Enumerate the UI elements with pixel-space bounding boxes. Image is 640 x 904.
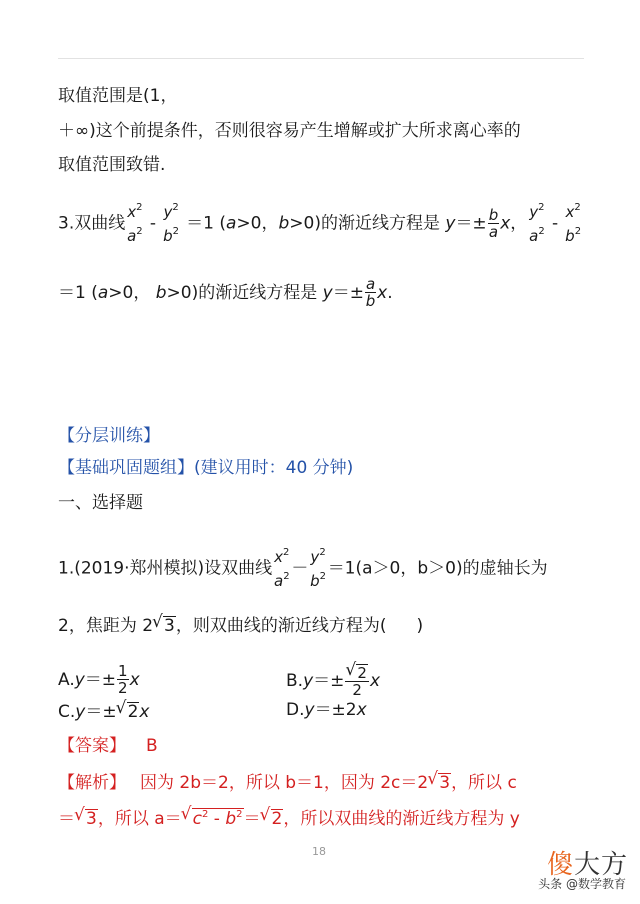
fraction-b-over-a: $\frac{b}{a}$	[488, 205, 499, 241]
sqrt-3: √ 3	[153, 616, 176, 635]
question-1-line-2: 2，焦距为 2√ 3，则双曲线的渐近线方程为( )	[58, 616, 423, 635]
paragraph-line-2: ＋∞)这个前提条件，否则很容易产生增解或扩大所求离心率的	[58, 121, 521, 141]
group-title: 【基础巩固题组】(建议用时：40 分钟)	[58, 458, 354, 478]
option-d: D.y＝±2x	[286, 700, 367, 720]
watermark-caption: 头条 @数学教育	[538, 877, 626, 891]
option-b: B.y＝± √ $\frac{2}{2}$ x	[286, 664, 380, 698]
analysis-label: 【解析】	[58, 773, 126, 793]
section-title: 【分层训练】	[58, 426, 160, 446]
fraction-sqrt2-over-2: √ $\frac{2}{2}$	[345, 664, 369, 698]
fraction-a-over-b: $\frac{a}{b}$	[365, 275, 376, 310]
item-3-line-2: ＝1 (a>0， b>0)的渐近线方程是 y＝± $\frac{a}{b}$ x.	[58, 275, 393, 310]
item-3-line-1: 3.双曲线 $x^2$ $a^2$ - $y^2$ $b^2$ ＝1 (a>0，b>0)的渐近线方程是 y＝± $\frac{b}{a}$ x， $y^2$ $a^2$ - $x^2$ $b^2$	[58, 202, 582, 245]
page-number: 18	[312, 845, 326, 858]
watermark-logo: 傻大方	[546, 850, 628, 880]
answer-label: 【答案】	[58, 736, 126, 756]
fraction-x2-b2: $x^2$ $b^2$	[565, 202, 582, 245]
answer-line	[58, 738, 158, 755]
q1-fraction-y2-b2: $y^2$ $b^2$	[310, 547, 326, 590]
q1-fraction-x2-a2: $x^2$ $a^2$	[274, 547, 290, 590]
analysis-line-2: ＝√ 3，所以 a＝√ $c^2 - b^2=√$ 2，所以双曲线的渐近线方程为 y	[58, 808, 520, 828]
fraction-y2-b2: $y^2$ $b^2$	[163, 202, 180, 245]
paragraph-line-1: 取值范围是(1，	[58, 86, 178, 106]
answer-value: B	[146, 736, 158, 756]
fraction-x2-a2: $x^2$ $a^2$	[127, 202, 143, 245]
watermark	[492, 844, 632, 896]
fraction-one-half: $\frac{1}{2}$	[118, 662, 128, 697]
paragraph-line-3: 取值范围致错.	[58, 155, 166, 175]
option-a: A.y＝± $\frac{1}{2}$ x	[58, 662, 140, 697]
fraction-y2-a2: $y^2$ $a^2$	[529, 202, 545, 245]
top-divider	[58, 58, 584, 59]
analysis-line-1: 【解析】 因为 2b＝2，所以 b＝1，因为 2c＝2√ 3，所以 c	[58, 773, 517, 792]
part-title: 一、选择题	[58, 493, 143, 513]
option-c: C.y＝±√ 2x	[58, 702, 149, 721]
question-1-line-1: 1.(2019·郑州模拟)设双曲线 $x^2$ $a^2$ － $y^2$ $b^2$ ＝1(a＞0，b＞0)的虚轴长为	[58, 547, 548, 590]
